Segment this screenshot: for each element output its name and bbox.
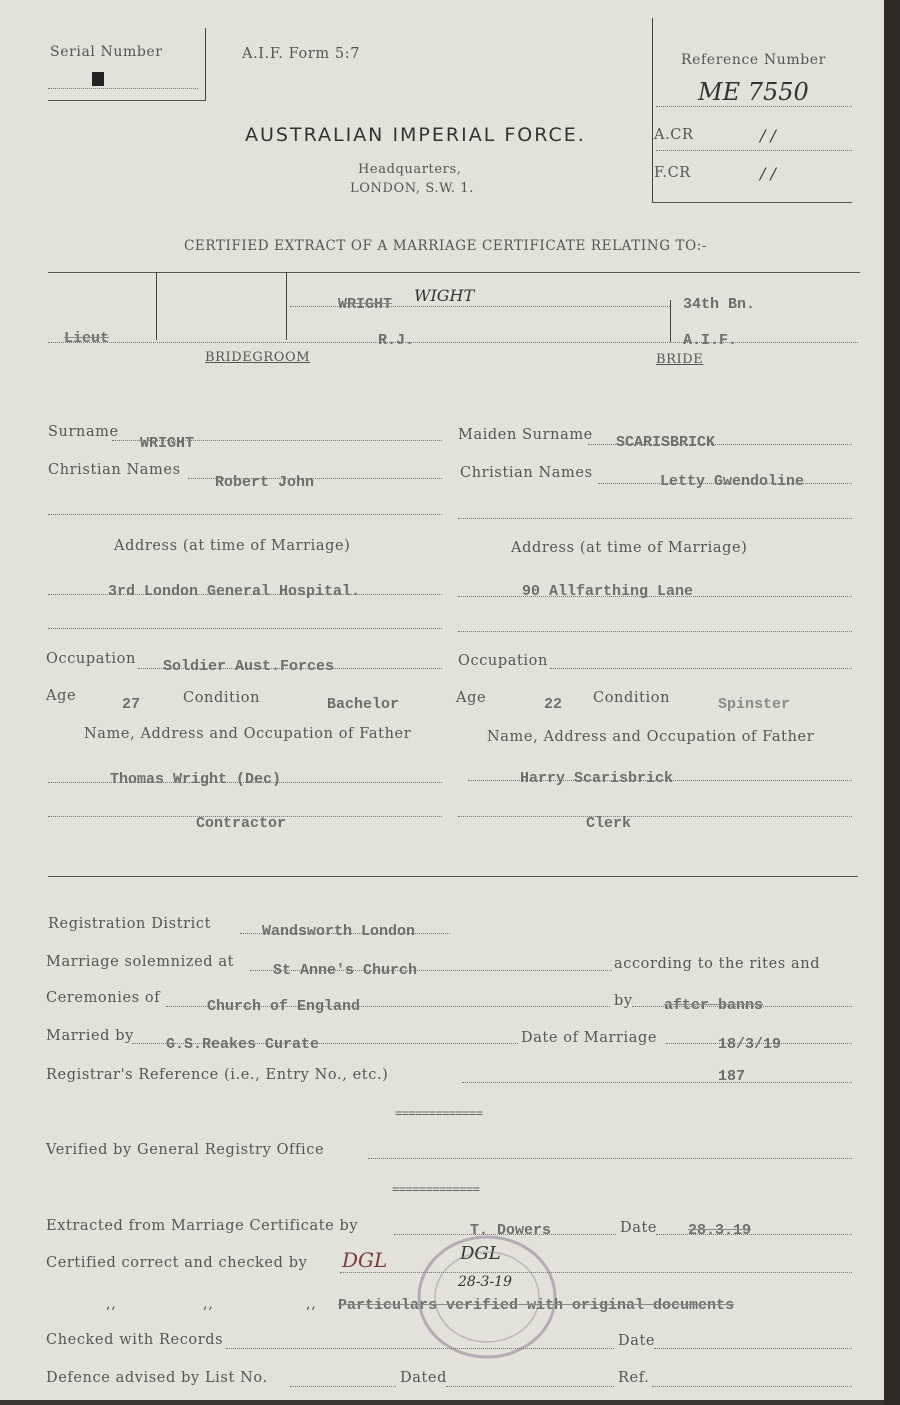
groom-father-name: Thomas Wright (Dec) bbox=[110, 771, 282, 788]
groom-age: 27 bbox=[122, 696, 141, 713]
relating-rank: Lieut bbox=[64, 330, 110, 347]
ditto-3: ,, bbox=[306, 1296, 317, 1312]
reference-number-label: Reference Number bbox=[681, 52, 826, 68]
ceremonies-value: Church of England bbox=[207, 998, 361, 1015]
ditto-2: ,, bbox=[203, 1296, 214, 1312]
verified-label: Verified by General Registry Office bbox=[46, 1142, 325, 1158]
registrar-reference: 187 bbox=[718, 1068, 746, 1085]
by-value: after banns bbox=[664, 997, 764, 1014]
bride-address-label: Address (at time of Marriage) bbox=[511, 540, 748, 556]
reference-box-divider bbox=[652, 18, 653, 202]
registration-district: Wandsworth London bbox=[262, 923, 416, 940]
acr-value: / / bbox=[760, 126, 776, 145]
bride-heading: BRIDE bbox=[656, 352, 704, 367]
groom-address-label: Address (at time of Marriage) bbox=[114, 538, 351, 554]
bride-father-label: Name, Address and Occupation of Father bbox=[487, 729, 815, 745]
extracted-date: 28.3.19 bbox=[688, 1222, 752, 1239]
bride-christian-names: Letty Gwendoline bbox=[660, 473, 805, 490]
extracted-date-label: Date bbox=[620, 1220, 658, 1236]
separator-2: ============= bbox=[392, 1182, 480, 1196]
checked-records-label: Checked with Records bbox=[46, 1332, 224, 1348]
serial-box-bottom bbox=[48, 100, 206, 101]
certified-date: 28-3-19 bbox=[458, 1274, 512, 1290]
bride-father-name: Harry Scarisbrick bbox=[520, 770, 674, 787]
relating-surname-handwritten: WIGHT bbox=[414, 286, 475, 305]
acr-label: A.CR bbox=[654, 127, 694, 143]
relating-surname-struck: WRIGHT bbox=[338, 296, 393, 313]
ceremonies-label: Ceremonies of bbox=[46, 990, 161, 1006]
extracted-by-label: Extracted from Marriage Certificate by bbox=[46, 1218, 359, 1234]
groom-occupation: Soldier Aust.Forces bbox=[163, 658, 335, 675]
reference-number-value: ME 7550 bbox=[698, 78, 809, 106]
particulars-verified: Particulars verified with original documents bbox=[338, 1297, 735, 1314]
form-number: A.I.F. Form 5:7 bbox=[242, 46, 361, 62]
groom-condition-label: Condition bbox=[183, 690, 261, 706]
solemnized-place: St Anne's Church bbox=[273, 962, 418, 979]
bride-address: 90 Allfarthing Lane bbox=[522, 583, 694, 600]
bride-occupation-label: Occupation bbox=[458, 653, 548, 669]
groom-father-occupation: Contractor bbox=[196, 815, 287, 832]
serial-redaction bbox=[92, 72, 104, 86]
document-subtitle: CERTIFIED EXTRACT OF A MARRIAGE CERTIFICATE RELATING TO:- bbox=[184, 238, 708, 254]
fcr-label: F.CR bbox=[654, 165, 691, 181]
married-by-value: G.S.Reakes Curate bbox=[166, 1036, 320, 1053]
bride-age-label: Age bbox=[456, 690, 487, 706]
bridegroom-heading: BRIDEGROOM bbox=[205, 350, 311, 365]
bride-father-occupation: Clerk bbox=[586, 815, 632, 832]
groom-occupation-label: Occupation bbox=[46, 651, 136, 667]
section-divider bbox=[48, 876, 858, 877]
by-label: by bbox=[614, 993, 633, 1009]
bride-condition-label: Condition bbox=[593, 690, 671, 706]
registrar-reference-label: Registrar's Reference (i.e., Entry No., etc.) bbox=[46, 1067, 389, 1083]
certified-initials: DGL bbox=[342, 1248, 388, 1272]
hq-line1: Headquarters, bbox=[358, 162, 462, 177]
bride-age: 22 bbox=[544, 696, 563, 713]
ditto-1: ,, bbox=[106, 1296, 117, 1312]
groom-surname: WRIGHT bbox=[140, 435, 195, 452]
bride-condition: Spinster bbox=[718, 696, 791, 713]
ref-label: Ref. bbox=[618, 1370, 650, 1386]
groom-surname-label: Surname bbox=[48, 424, 119, 440]
dated-label: Dated bbox=[400, 1370, 447, 1386]
rites-label: according to the rites and bbox=[614, 956, 821, 972]
groom-condition: Bachelor bbox=[327, 696, 400, 713]
extracted-by: T. Dowers bbox=[470, 1222, 552, 1239]
date-of-marriage: 18/3/19 bbox=[718, 1036, 782, 1053]
hq-line2: LONDON, S.W. 1. bbox=[350, 181, 474, 196]
relating-initials: R.J. bbox=[378, 332, 415, 349]
registration-district-label: Registration District bbox=[48, 916, 212, 932]
scan-edge bbox=[884, 0, 900, 1405]
relating-unit-line2: A.I.F. bbox=[683, 332, 738, 349]
solemnized-label: Marriage solemnized at bbox=[46, 954, 235, 970]
relating-unit-line1: 34th Bn. bbox=[683, 296, 756, 313]
groom-father-label: Name, Address and Occupation of Father bbox=[84, 726, 412, 742]
bride-surname-label: Maiden Surname bbox=[458, 427, 593, 443]
defence-list-label: Defence advised by List No. bbox=[46, 1370, 268, 1386]
relating-top-rule bbox=[48, 272, 860, 273]
document-title: AUSTRALIAN IMPERIAL FORCE. bbox=[245, 124, 586, 146]
serial-number-label: Serial Number bbox=[50, 44, 163, 60]
groom-age-label: Age bbox=[46, 688, 77, 704]
serial-box-divider bbox=[205, 28, 206, 100]
bride-christian-label: Christian Names bbox=[460, 465, 593, 481]
groom-address: 3rd London General Hospital. bbox=[108, 583, 361, 600]
date-of-marriage-label: Date of Marriage bbox=[521, 1030, 658, 1046]
married-by-label: Married by bbox=[46, 1028, 134, 1044]
certified-label: Certified correct and checked by bbox=[46, 1255, 308, 1271]
groom-christian-names: Robert John bbox=[215, 474, 315, 491]
groom-christian-label: Christian Names bbox=[48, 462, 181, 478]
separator-1: ============= bbox=[395, 1106, 483, 1120]
certified-initials-2: DGL bbox=[460, 1243, 501, 1264]
checked-date-label: Date bbox=[618, 1333, 656, 1349]
fcr-value: / / bbox=[760, 164, 776, 183]
bride-surname: SCARISBRICK bbox=[616, 434, 716, 451]
